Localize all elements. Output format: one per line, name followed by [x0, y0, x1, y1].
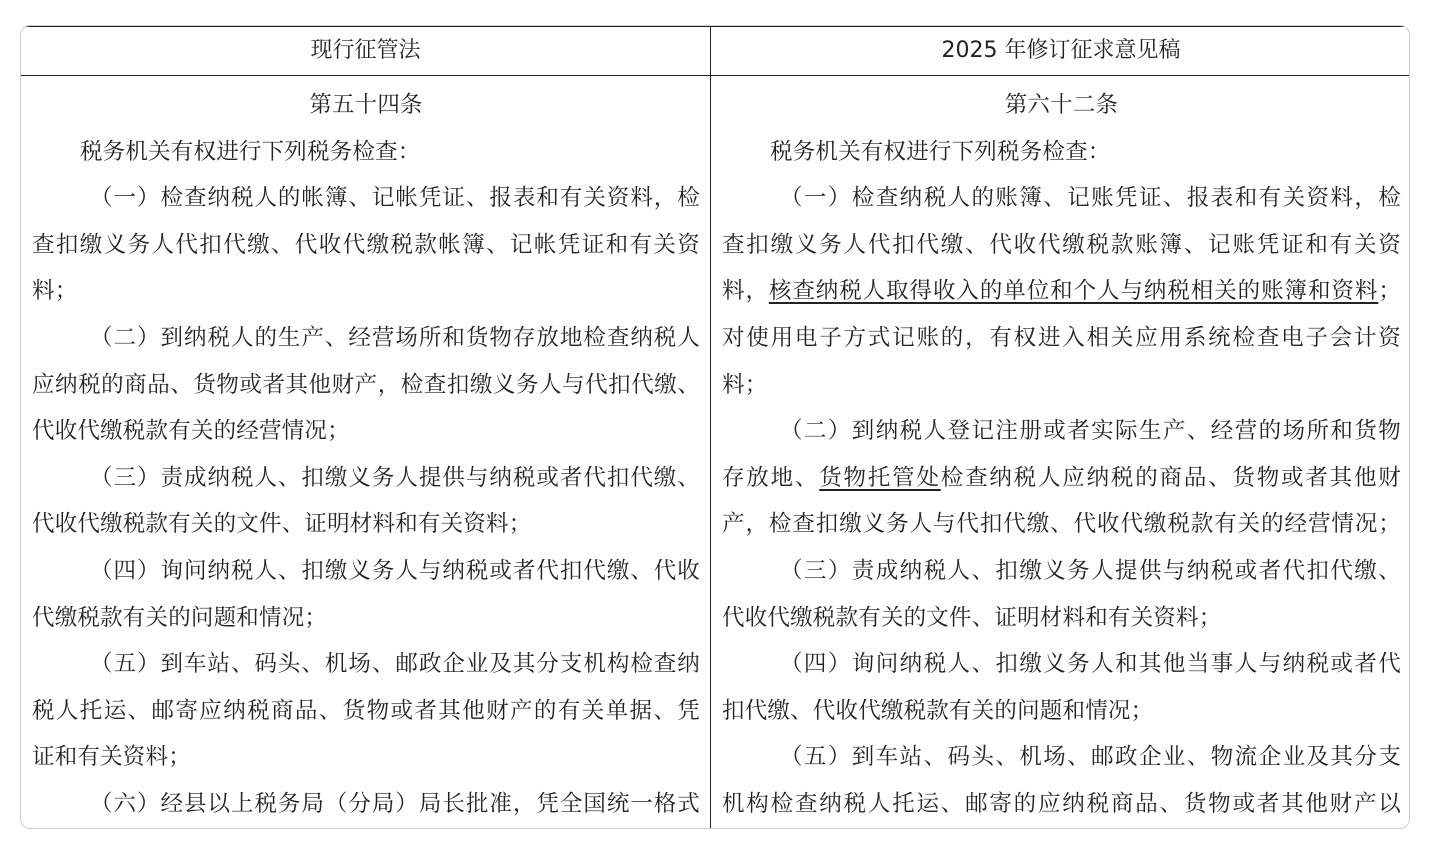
header-2025-draft: 2025 年修订征求意见稿	[711, 26, 1410, 76]
paragraph-line: 查扣缴义务人代扣代缴、代收代缴税款账簿、记账凭证和有关资	[722, 231, 1401, 258]
paragraph-line: （四）询问纳税人、扣缴义务人与纳税或者代扣代缴、代收	[90, 557, 700, 584]
paragraph-line: （四）询问纳税人、扣缴义务人和其他当事人与纳税或者代	[780, 651, 1401, 678]
paragraph-line: （一）检查纳税人的账簿、记账凭证、报表和有关资料，检	[780, 185, 1401, 212]
paragraph-line: 代收代缴税款有关的文件、证明材料和有关资料；	[722, 604, 1222, 631]
paragraph-line: 税务机关有权进行下列税务检查：	[80, 138, 421, 165]
amended-text: 货物托管处	[819, 464, 941, 491]
amended-text: 核查纳税人取得收入的单位和个人与纳税相关的账簿和资料	[768, 278, 1379, 305]
paragraph-line: 税务机关有权进行下列税务检查：	[770, 138, 1111, 165]
article-title: 第六十二条	[1004, 92, 1119, 118]
paragraph-line: （一）检查纳税人的帐簿、记帐凭证、报表和有关资料，检	[90, 185, 700, 212]
cell-current-law	[21, 76, 710, 828]
paragraph-line: 料；	[722, 371, 768, 398]
paragraph-line: 证和有关资料；	[32, 744, 191, 771]
paragraph-line: 机构检查纳税人托运、邮寄的应纳税商品、货物或者其他财产以	[722, 790, 1401, 817]
paragraph-line: 产，检查扣缴义务人与代扣代缴、代收代缴税款有关的经营情况；	[722, 511, 1401, 538]
paragraph-line: 税人托运、邮寄应纳税商品、货物或者其他财产的有关单据、凭	[32, 697, 700, 724]
paragraph-line: 料；	[32, 278, 78, 305]
header-current-law: 现行征管法	[21, 26, 710, 76]
paragraph-line: 应纳税的商品、货物或者其他财产，检查扣缴义务人与代扣代缴、	[32, 371, 700, 398]
paragraph-line: （五）到车站、码头、机场、邮政企业及其分支机构检查纳	[90, 651, 700, 678]
paragraph-line: （三）责成纳税人、扣缴义务人提供与纳税或者代扣代缴、	[90, 464, 700, 491]
text-run: 料，	[722, 278, 769, 305]
text-run: 存放地、	[722, 464, 820, 491]
paragraph-line: （三）责成纳税人、扣缴义务人提供与纳税或者代扣代缴、	[780, 557, 1401, 584]
paragraph-line-amended	[722, 268, 1401, 315]
column-current-law	[21, 26, 710, 828]
text-run: 检查纳税人应纳税的商品、货物或者其他财	[940, 464, 1401, 491]
paragraph-line: 代收代缴税款有关的经营情况；	[32, 418, 350, 445]
paragraph-line: 查扣缴义务人代扣代缴、代收代缴税款帐簿、记帐凭证和有关资	[32, 231, 700, 258]
paragraph-line: 扣代缴、代收代缴税款有关的问题和情况；	[722, 697, 1154, 724]
comparison-table	[20, 25, 1410, 829]
paragraph-line: 代收代缴税款有关的文件、证明材料和有关资料；	[32, 511, 532, 538]
paragraph-line: 对使用电子方式记账的，有权进入相关应用系统检查电子会计资	[722, 324, 1401, 351]
paragraph-line: 代缴税款有关的问题和情况；	[32, 604, 328, 631]
paragraph-line: （二）到纳税人登记注册或者实际生产、经营的场所和货物	[780, 418, 1401, 445]
paragraph-line-amended	[722, 455, 1401, 502]
text-run: ；	[1378, 278, 1402, 305]
paragraph-line: （五）到车站、码头、机场、邮政企业、物流企业及其分支	[780, 744, 1401, 771]
column-2025-draft	[710, 26, 1410, 828]
paragraph-line: （二）到纳税人的生产、经营场所和货物存放地检查纳税人	[90, 324, 700, 351]
cell-2025-draft	[711, 76, 1410, 828]
article-title: 第五十四条	[309, 92, 423, 118]
paragraph-line: （六）经县以上税务局（分局）局长批准，凭全国统一格式	[90, 790, 700, 817]
